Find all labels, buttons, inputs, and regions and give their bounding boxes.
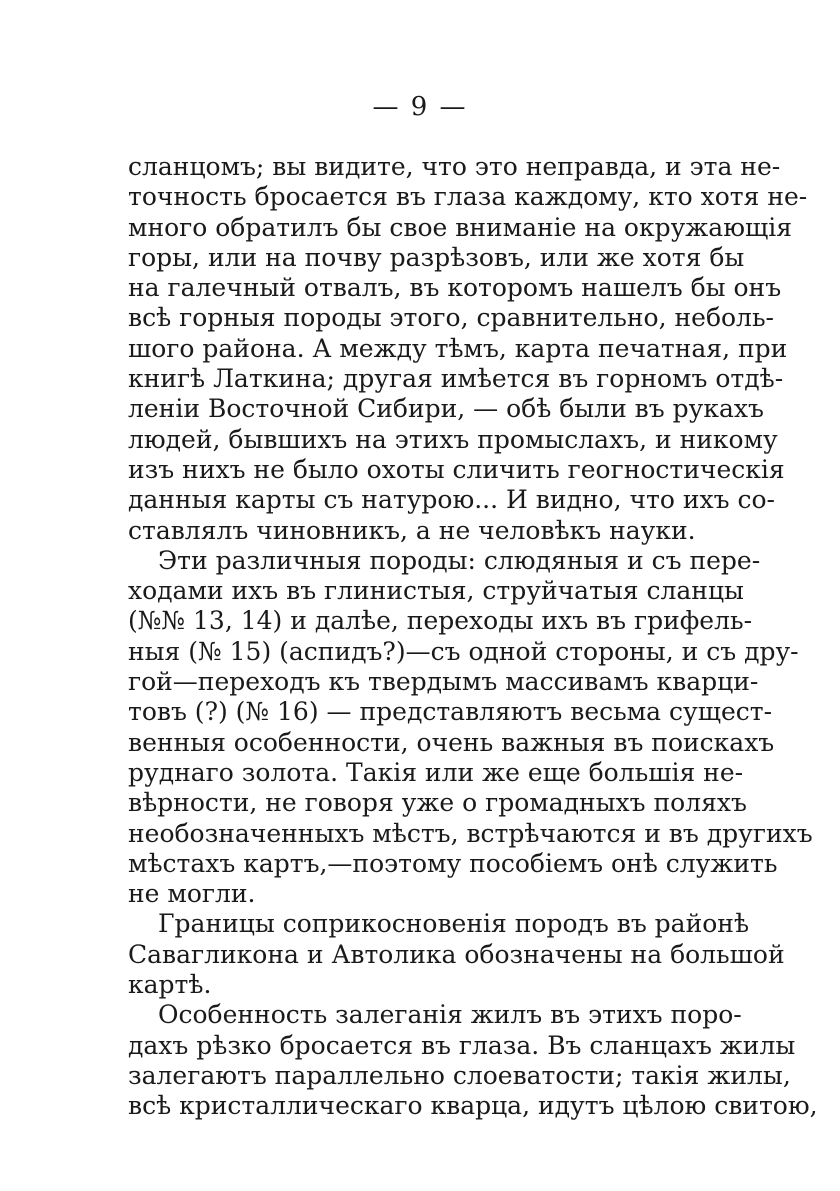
text-line: необозначенныхъ мѣстъ, встрѣчаются и въ другихъ: [128, 818, 813, 848]
text-line: Савагликона и Автолика обозначены на большой: [128, 939, 785, 969]
text-line: ныя (№ 15) (аспидъ?)—съ одной стороны, и съ дру-: [128, 636, 799, 666]
text-line: товъ (?) (№ 16) — представляютъ весьма сущест-: [128, 697, 773, 727]
page-number: — 9 —: [372, 92, 468, 122]
text-line: Эти различныя породы: слюдяныя и съ пере-: [158, 545, 761, 575]
text-line: Особенность залеганія жилъ въ этихъ поро-: [158, 1000, 742, 1030]
text-line: леніи Восточной Сибири, — обѣ были въ рукахъ: [128, 394, 764, 424]
text-line: данныя карты съ натурою... И видно, что ихъ со-: [128, 485, 775, 515]
text-line: много обратилъ бы свое вниманіе на окружающія: [128, 212, 792, 242]
text-line: ходами ихъ въ глинистыя, струйчатыя сланцы: [128, 576, 744, 606]
text-line: руднаго золота. Такія или же еще большія не-: [128, 757, 744, 787]
text-line: сланцомъ; вы видите, что это неправда, и эта не-: [128, 152, 781, 181]
paragraph: [128, 545, 813, 910]
text-line: мѣстахъ картъ,—поэтому пособіемъ онѣ служить: [128, 848, 778, 878]
text-line: (№№ 13, 14) и далѣе, переходы ихъ въ грифель-: [128, 606, 753, 636]
text-line: ставлялъ чиновникъ, а не человѣкъ науки.: [128, 515, 696, 545]
paragraph: [128, 152, 808, 546]
text-line: дахъ рѣзко бросается въ глаза. Въ сланцахъ жилы: [128, 1030, 796, 1060]
text-line: не могли.: [128, 879, 256, 909]
text-line: всѣ горныя породы этого, сравнительно, неболь-: [128, 303, 774, 333]
text-line: на галечный отвалъ, въ которомъ нашелъ бы онъ: [128, 273, 782, 303]
text-line: книгѣ Латкина; другая имѣется въ горномъ отдѣ-: [128, 364, 784, 394]
text-line: гой—переходъ къ твердымъ массивамъ кварци-: [128, 667, 759, 697]
text-line: людей, бывшихъ на этихъ промыслахъ, и никому: [128, 424, 778, 454]
text-line: Границы соприкосновенія породъ въ районѣ: [158, 909, 750, 939]
text-line: залегаютъ параллельно слоеватости; такія жилы,: [128, 1060, 791, 1090]
text-line: вѣрности, не говоря уже о громадныхъ поляхъ: [128, 788, 747, 818]
text-line: точность бросается въ глаза каждому, кто хотя не-: [128, 182, 808, 212]
paragraph: [128, 909, 785, 1000]
text-line: венныя особенности, очень важныя въ поискахъ: [128, 727, 775, 757]
text-line: горы, или на почву разрѣзовъ, или же хотя бы: [128, 242, 745, 272]
body-text: [128, 152, 818, 1122]
paragraph: [128, 1000, 818, 1121]
text-line: картѣ.: [128, 970, 212, 1000]
text-line: изъ нихъ не было охоты сличить геогностическія: [128, 454, 785, 484]
text-line: всѣ кристаллическаго кварца, идутъ цѣлою свитою,: [128, 1091, 818, 1121]
text-line: шого района. А между тѣмъ, карта печатная, при: [128, 333, 788, 363]
